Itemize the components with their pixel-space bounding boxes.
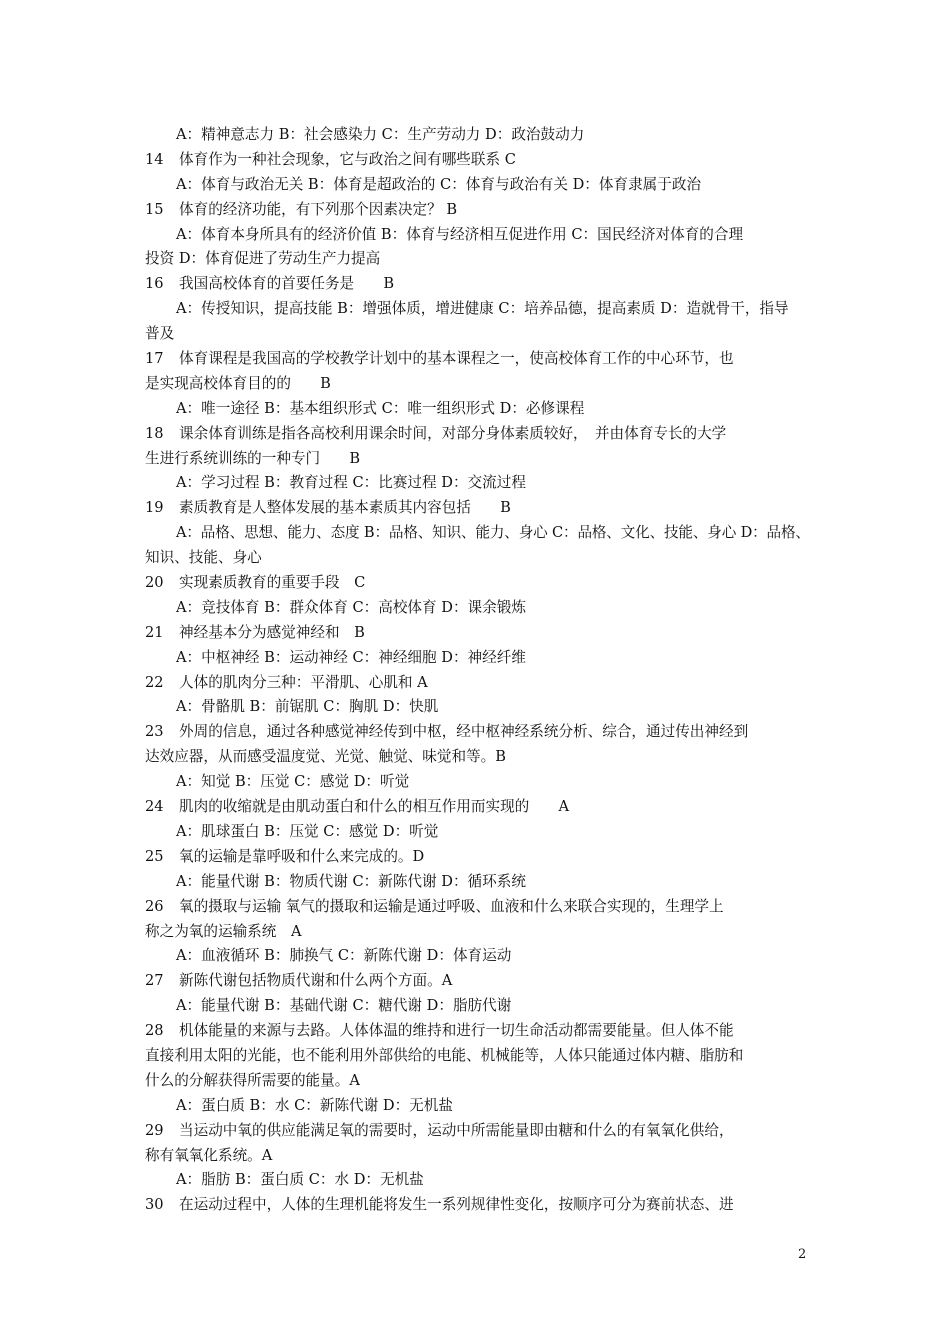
continuation-line: 知识、技能、身心 <box>145 549 262 567</box>
question-number: 20 <box>145 574 164 592</box>
question-text: 课余体育训练是指各高校利用课余时间，对部分身体素质较好， 并由体育专长的大学 <box>179 424 727 442</box>
continuation-line: 达效应器，从而感受温度觉、光觉、触觉、味觉和等。B <box>145 748 506 766</box>
question-text: 体育课程是我国高的学校教学计划中的基本课程之一，使高校体育工作的中心环节，也 <box>179 350 734 368</box>
question-number: 17 <box>145 350 164 368</box>
continuation-line: 普及 <box>145 325 175 343</box>
question-text: 在运动过程中，人体的生理机能将发生一系列规律性变化，按顺序可分为赛前状态、进 <box>179 1196 734 1214</box>
continuation-line: 投资 D：体育促进了劳动生产力提高 <box>145 250 381 268</box>
question-line <box>145 795 810 820</box>
question-text: 实现素质教育的重要手段 C <box>179 574 366 592</box>
question-line <box>145 198 810 223</box>
continuation-line: 称有氧氧化系统。A <box>145 1146 273 1164</box>
answer-options-line: A：学习过程 B：教育过程 C：比赛过程 D：交流过程 <box>176 474 526 492</box>
question-text: 机体能量的来源与去路。人体体温的维持和进行一切生命活动都需要能量。但人体不能 <box>179 1022 734 1040</box>
answer-options-line: A：骨骼肌 B：前锯肌 C：胸肌 D：快肌 <box>176 698 439 716</box>
question-number: 29 <box>145 1121 164 1139</box>
question-number: 28 <box>145 1022 164 1040</box>
question-text: 氧的运输是靠呼吸和什么来完成的。D <box>179 847 425 865</box>
question-text: 肌肉的收缩就是由肌动蛋白和什么的相互作用而实现的 A <box>179 798 569 816</box>
question-line <box>145 969 810 994</box>
answer-options-line: A：能量代谢 B：基础代谢 C：糖代谢 D：脂肪代谢 <box>176 997 512 1015</box>
question-number: 15 <box>145 200 164 218</box>
continuation-line: 什么的分解获得所需要的能量。A <box>145 1071 360 1089</box>
answer-options-line: A：唯一途径 B：基本组织形式 C：唯一组织形式 D：必修课程 <box>176 399 585 417</box>
answer-options-line: A：蛋白质 B：水 C：新陈代谢 D：无机盐 <box>176 1096 453 1114</box>
question-text: 我国高校体育的首要任务是 B <box>179 275 395 293</box>
question-line <box>145 422 810 447</box>
question-text: 素质教育是人整体发展的基本素质其内容包括 B <box>179 499 511 517</box>
question-line <box>145 671 810 696</box>
question-text: 神经基本分为感觉神经和 B <box>179 623 365 641</box>
question-line <box>145 148 810 173</box>
question-number: 30 <box>145 1196 164 1214</box>
continuation-line: 称之为氧的运输系统 A <box>145 922 302 940</box>
page-number: 2 <box>798 1247 807 1262</box>
question-number: 24 <box>145 798 164 816</box>
answer-options-line: A：体育本身所具有的经济价值 B：体育与经济相互促进作用 C：国民经济对体育的合理 <box>176 225 744 243</box>
question-line <box>145 496 810 521</box>
question-number: 21 <box>145 623 164 641</box>
question-number: 18 <box>145 424 164 442</box>
question-number: 23 <box>145 723 164 741</box>
answer-options-line: A：肌球蛋白 B：压觉 C：感觉 D：听觉 <box>176 822 439 840</box>
answer-options-line: A：知觉 B：压觉 C：感觉 D：听觉 <box>176 773 410 791</box>
question-line <box>145 621 810 646</box>
question-line <box>145 272 810 297</box>
answer-options-line: A：品格、思想、能力、态度 B：品格、知识、能力、身心 C：品格、文化、技能、身心 D：品格、 <box>176 524 810 542</box>
question-number: 19 <box>145 499 164 517</box>
question-text: 体育的经济功能，有下列那个因素决定？ B <box>179 200 458 218</box>
question-line <box>145 1019 810 1044</box>
question-number: 22 <box>145 673 164 691</box>
question-text: 体育作为一种社会现象，它与政治之间有哪些联系 C <box>179 150 516 168</box>
question-line <box>145 1193 810 1218</box>
question-number: 27 <box>145 972 164 990</box>
question-number: 16 <box>145 275 164 293</box>
question-line <box>145 895 810 920</box>
continuation-line: 生进行系统训练的一种专门 B <box>145 449 361 467</box>
answer-options-line: A：脂肪 B：蛋白质 C：水 D：无机盐 <box>176 1171 424 1189</box>
question-text: 当运动中氧的供应能满足氧的需要时，运动中所需能量即由糖和什么的有氧氧化供给， <box>179 1121 734 1139</box>
question-text: 人体的肌肉分三种：平滑肌、心肌和 A <box>179 673 428 691</box>
question-text: 新陈代谢包括物质代谢和什么两个方面。A <box>179 972 453 990</box>
continuation-line: 直接利用太阳的光能，也不能利用外部供给的电能、机械能等，人体只能通过体内糖、脂肪和 <box>145 1046 744 1064</box>
answer-options-line: A：精神意志力 B：社会感染力 C：生产劳动力 D：政治鼓动力 <box>176 126 585 143</box>
question-line <box>145 1119 810 1144</box>
question-line <box>145 720 810 745</box>
answer-options-line: A：中枢神经 B：运动神经 C：神经细胞 D：神经纤维 <box>176 648 526 666</box>
question-number: 26 <box>145 897 164 915</box>
question-number: 25 <box>145 847 164 865</box>
question-line <box>145 571 810 596</box>
question-text: 氧的摄取与运输 氧气的摄取和运输是通过呼吸、血液和什么来联合实现的，生理学上 <box>179 897 724 915</box>
answer-options-line: A：体育与政治无关 B：体育是超政治的 C：体育与政治有关 D：体育隶属于政治 <box>176 175 702 193</box>
answer-options-line: A：血液循环 B：肺换气 C：新陈代谢 D：体育运动 <box>176 947 512 965</box>
question-text: 外周的信息，通过各种感觉神经传到中枢，经中枢神经系统分析、综合，通过传出神经到 <box>179 723 749 741</box>
answer-options-line: A：传授知识，提高技能 B：增强体质，增进健康 C：培养品德，提高素质 D：造就骨干，指导 <box>176 300 789 318</box>
document-body <box>145 123 810 1218</box>
question-line <box>145 347 810 372</box>
question-number: 14 <box>145 150 164 168</box>
answer-options-line: A：能量代谢 B：物质代谢 C：新陈代谢 D：循环系统 <box>176 872 526 890</box>
answer-options-line: A：竞技体育 B：群众体育 C：高校体育 D：课余锻炼 <box>176 598 526 616</box>
question-line <box>145 845 810 870</box>
continuation-line: 是实现高校体育目的的 B <box>145 374 331 392</box>
